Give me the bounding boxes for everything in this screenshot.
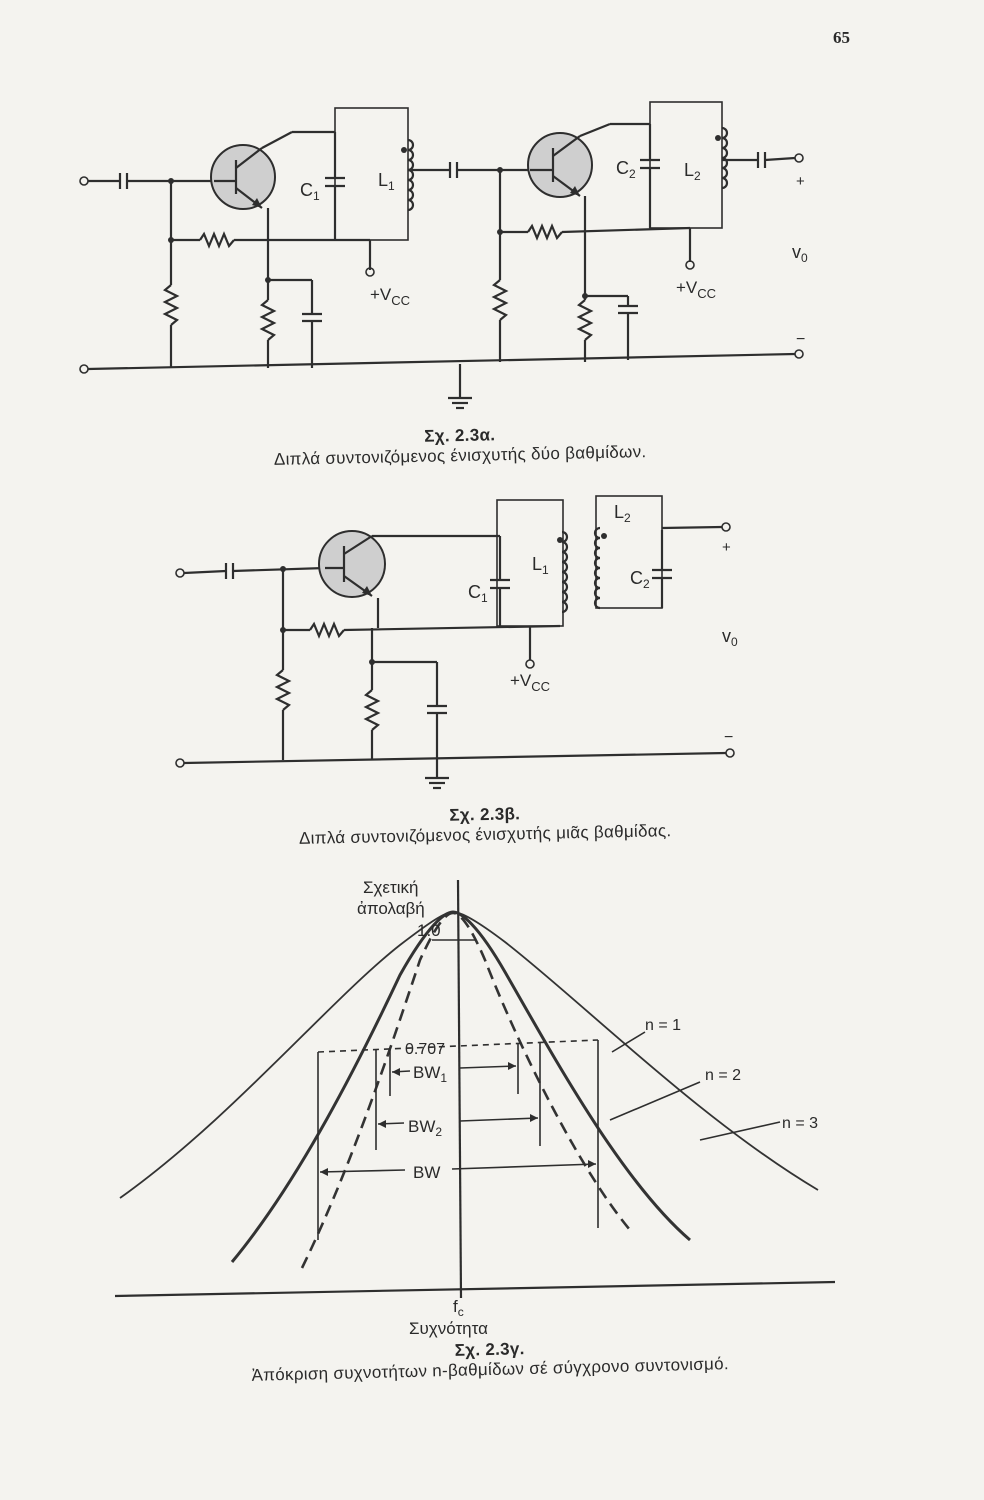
fig-b-vo-label: $v_0$: [722, 626, 738, 649]
fig-c-bw1-label: $BW_1$: [413, 1063, 448, 1085]
figure-2-3b-caption-text: Διπλά συντονιζόμενος ένισχυτής μιᾶς βαθμίδας.: [298, 821, 672, 848]
fig-c-n1-label: n = 1: [645, 1017, 682, 1034]
fig-b-plus-label: +: [722, 539, 731, 556]
fig-a-c1-label: $C_1$: [300, 180, 320, 203]
fig-b-l2-label: $L_2$: [614, 502, 631, 525]
fig-c-level-label: 0.707: [405, 1041, 446, 1058]
page-number: 65: [833, 28, 850, 47]
figure-2-3a-caption-text: Διπλά συντονιζόμενος ένισχυτής δύο βαθμίδων.: [273, 442, 647, 469]
fig-a-plus-label: +: [796, 173, 805, 190]
fig-a-vcc1-label: $+V_{CC}$: [370, 285, 411, 308]
fig-b-vcc-label: $+V_{CC}$: [510, 671, 551, 694]
fig-c-xlabel: Συχνότητα: [409, 1319, 488, 1338]
fig-c-fc-label: $f_c$: [453, 1297, 464, 1319]
fig-c-peak-label: 1.0: [417, 921, 441, 940]
figure-2-3a-title: Σχ. 2.3α.: [424, 425, 496, 446]
fig-b-c2-label: $C_2$: [630, 568, 650, 591]
figure-2-3c-caption-text: Ἀπόκριση συχνοτήτων n-βαθμίδων σέ σύγχρονο συντονισμό.: [251, 1354, 730, 1385]
fig-c-bw2-label: $BW_2$: [408, 1117, 443, 1139]
fig-b-minus-label: −: [724, 729, 734, 746]
fig-b-c1-label: $C_1$: [468, 582, 488, 605]
fig-b-l1-label: $L_1$: [532, 554, 549, 577]
fig-c-n3-label: n = 3: [782, 1115, 819, 1132]
figure-2-3c-title: Σχ. 2.3γ.: [454, 1339, 525, 1360]
figure-2-3b-title: Σχ. 2.3β.: [449, 804, 521, 825]
fig-a-vcc2-label: $+V_{CC}$: [676, 278, 717, 301]
fig-a-l1-label: $L_1$: [378, 170, 395, 193]
fig-c-bw-label: BW: [413, 1163, 441, 1182]
fig-c-ylabel-line1: Σχετική: [363, 878, 419, 897]
fig-a-l2-label: $L_2$: [684, 160, 701, 183]
fig-a-vo-label: $v_0$: [792, 242, 808, 265]
fig-c-n2-label: n = 2: [705, 1067, 742, 1084]
fig-a-minus-label: −: [796, 331, 806, 348]
fig-a-c2-label: $C_2$: [616, 158, 636, 181]
fig-c-ylabel-line2: ἀπολαβή: [357, 899, 425, 918]
